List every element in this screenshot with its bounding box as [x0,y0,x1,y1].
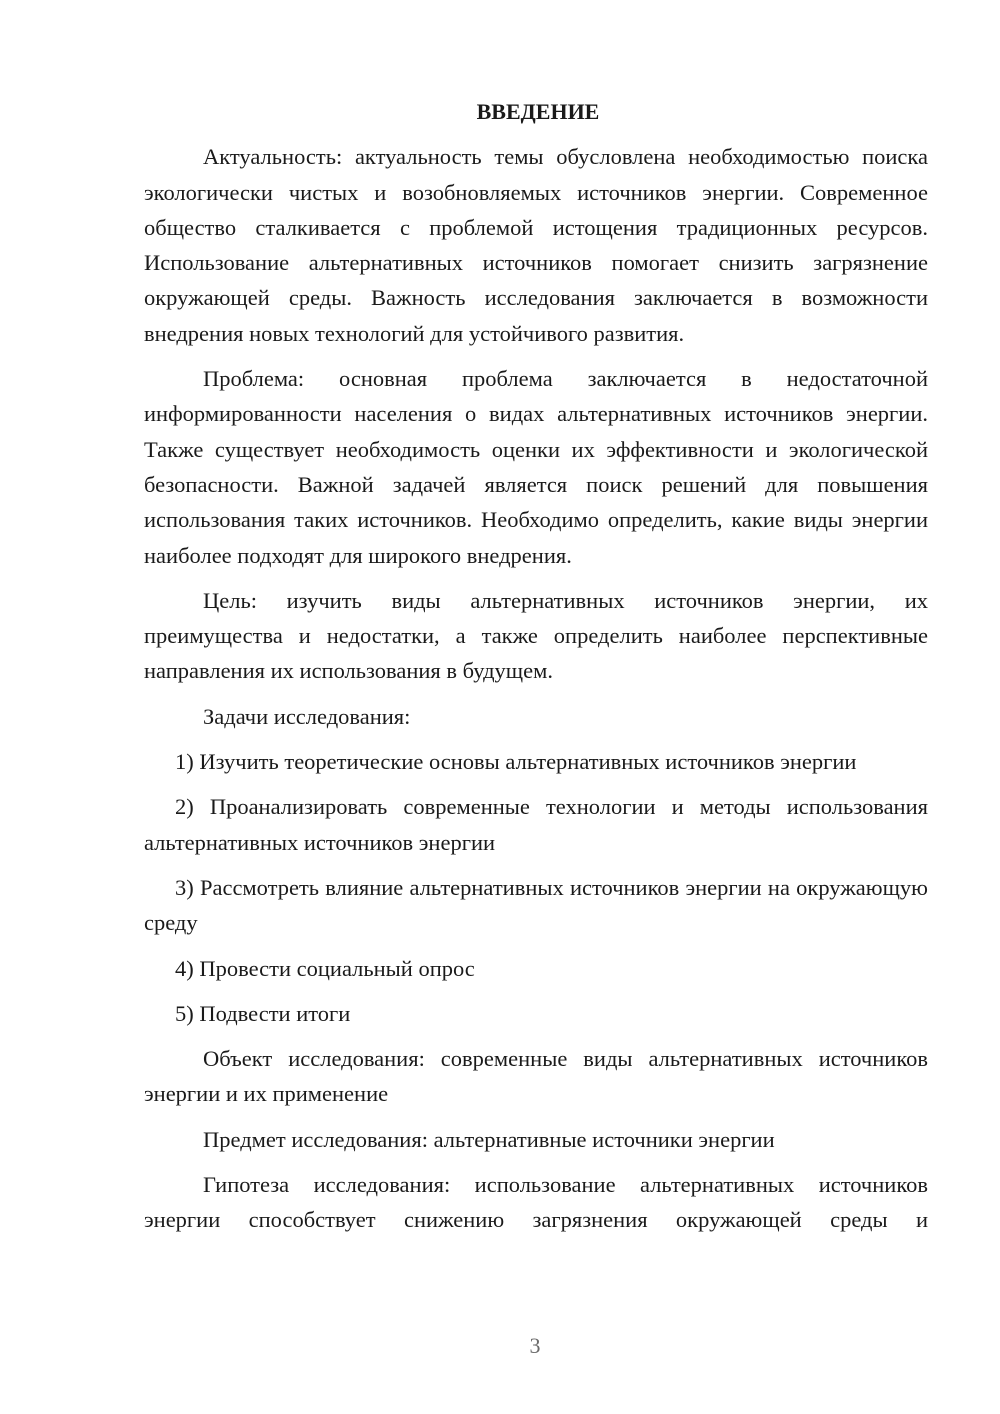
task-item: 2) Проанализировать современные технологии и методы использования альтернативных источников энергии [144,794,928,855]
page-number: 3 [529,1333,541,1358]
task-item: 4) Провести социальный опрос [175,955,475,981]
hypothesis-paragraph: Гипотеза исследования: использование альтернативных источников энергии способствует снижению загрязнения окружающей среды и [144,1172,928,1233]
task-item: 1) Изучить теоретические основы альтернативных источников энергии [175,749,857,775]
section-title: ВВЕДЕНИЕ [476,99,600,124]
goal-paragraph: Цель: изучить виды альтернативных источников энергии, их преимущества и недостатки, а также определить наиболее перспективные направления их использования в будущем. [144,587,928,684]
relevance-paragraph: Актуальность: актуальность темы обусловлена необходимостью поиска экологически чистых и возобновляемых источников энергии. Современное общество сталкивается с проблемой истощения традиционных ресурсов. Использование альтернативных источников помогает снизить загрязнение окружающей среды. Важность исследования заключается в возможности внедрения новых технологий для устойчивого развития. [144,144,928,346]
object-paragraph: Объект исследования: современные виды альтернативных источников энергии и их применение [144,1046,928,1107]
document-body [144,94,928,1238]
subject-paragraph: Предмет исследования: альтернативные источники энергии [203,1126,775,1152]
task-item: 5) Подвести итоги [175,1000,351,1026]
problem-paragraph: Проблема: основная проблема заключается в недостаточной информированности населения о видах альтернативных источников энергии. Также существует необходимость оценки их эффективности и экологической безопасности. Важной задачей является поиск решений для повышения использования таких источников. Необходимо определить, какие виды энергии наиболее подходят для широкого внедрения. [144,366,928,568]
tasks-heading: Задачи исследования: [203,703,411,729]
task-item: 3) Рассмотреть влияние альтернативных источников энергии на окружающую среду [144,874,928,936]
